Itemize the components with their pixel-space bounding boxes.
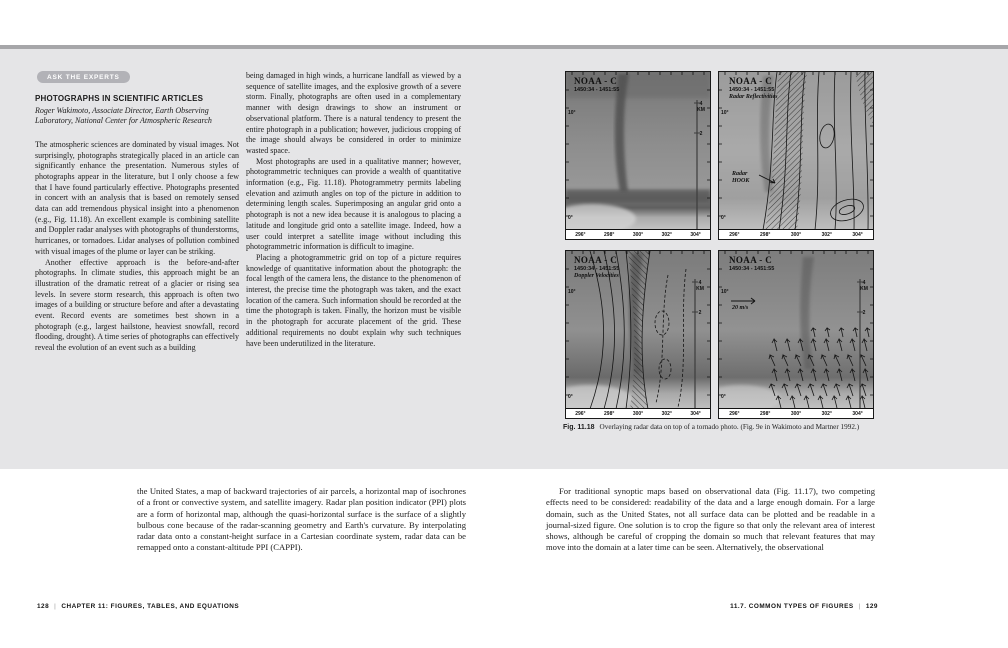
- article-paragraph: being damaged in high winds, a hurricane landfall as viewed by a sequence of satellite images, and the explosive growth of a severe storm. Finally, photographs are often used in a complementary manner with design drawings to show an instrument or observational platform. There is a natural tendency to present the entire photograph in a publication; however, judicious cropping of the image should always be considered in order to minimize wasted space.: [246, 71, 461, 155]
- elevation-label-top: 10°: [568, 289, 576, 295]
- elevation-label-top: 10°: [721, 289, 729, 295]
- footer-right: [730, 603, 878, 610]
- azimuth-axis: [719, 408, 873, 418]
- badge-label: ASK THE EXPERTS: [47, 74, 120, 81]
- axis-tick: 298°: [604, 410, 615, 417]
- scale-label: 4: [862, 280, 866, 286]
- panel-title: NOAA - C: [574, 76, 618, 86]
- article-paragraph: Another effective approach is the before-and-after photographs. In climate studies, this approach might be an illustration of the dramatic retreat of a glacier or rising sea levels. In severe storm research, this approach is often two images of a building or structure before and after a devastating event. Record events are sometimes best shown in a photograph (e.g., largest hailstone, heaviest snowfall, record flooding, drought). A time series of photographs can effectively reveal the evolution of an event such as a building: [35, 257, 239, 353]
- elevation-label-top: 10°: [568, 110, 576, 116]
- scale-label: 4: [698, 280, 702, 286]
- scale-label: 2: [862, 310, 866, 316]
- axis-tick: 302°: [661, 231, 672, 238]
- scale-unit: KM: [696, 286, 704, 292]
- azimuth-axis: [566, 229, 710, 239]
- footer-section-title: 11.7. COMMON TYPES OF FIGURES: [730, 603, 854, 610]
- article-paragraph: Placing a photogrammetric grid on top of a picture requires knowledge of quantitative information about the photograph: the focal length of the camera lens, the distance to the phenomenon of interest, the precise time the photograph was taken, and the exact location of the camera. Such information should be recorded at the time the photograph is taken. Finally, the horizon must be visible in the photograph for accurate placement of the grid. These additional requirements no doubt explain why such techniques have been underutilized in the literature.: [246, 252, 461, 348]
- page-number-right: 129: [865, 603, 878, 610]
- axis-tick: 298°: [760, 410, 771, 417]
- scale-unit: KM: [697, 107, 705, 113]
- panel-timestamp: 1450:34 - 1451:55: [574, 87, 620, 93]
- axis-tick: 302°: [661, 410, 672, 417]
- scale-label: 2: [698, 310, 702, 316]
- article-column-2: [246, 71, 461, 349]
- figure-caption: [563, 422, 879, 433]
- axis-tick: 300°: [632, 231, 644, 238]
- panel-title: NOAA - C: [729, 76, 773, 86]
- panel-timestamp: 1450:34 - 1451:55: [729, 266, 775, 272]
- axis-tick: 304°: [690, 231, 701, 238]
- figure-panel-tornado-photo: [565, 71, 711, 240]
- axis-tick: 300°: [790, 231, 802, 238]
- axis-tick: 298°: [604, 231, 615, 238]
- article-paragraph: Most photographs are used in a qualitative manner; however, photogrammetric techniques can provide a wealth of quantitative information (e.g., Fig. 11.18). Photogrammetry permits labeling elevation and azimuth angles on top of the picture in addition to determining length scales. Superimposing an angular grid onto a photograph is not a new idea because it is analogous to placing a latitude and longitude grid onto a satellite image. Indeed, how a user could interpret a satellite image without including this photogrammetric information is difficult to imagine.: [246, 156, 461, 252]
- footer-divider: |: [858, 603, 861, 610]
- scale-label: 2: [699, 131, 703, 137]
- axis-tick: 304°: [852, 410, 863, 417]
- scale-label: 4: [699, 101, 703, 107]
- footer-chapter-title: CHAPTER 11: FIGURES, TABLES, AND EQUATIONS: [61, 603, 240, 610]
- elevation-label-bottom: 0°: [568, 215, 573, 221]
- axis-tick: 296°: [575, 410, 586, 417]
- figure-caption-label: Fig. 11.18: [563, 424, 595, 431]
- axis-tick: 304°: [690, 410, 701, 417]
- figure-caption-text: Overlaying radar data on top of a tornado photo. (Fig. 9e in Wakimoto and Martner 1992.): [599, 423, 860, 431]
- elevation-label-bottom: 0°: [721, 394, 726, 400]
- figure-panel-wind-vectors: [718, 250, 874, 419]
- axis-tick: 296°: [729, 231, 740, 238]
- elevation-label-bottom: 0°: [568, 394, 573, 400]
- article-column-1: [35, 94, 239, 354]
- radar-hook-annotation: Radar HOOK: [732, 171, 750, 184]
- axis-tick: 300°: [632, 410, 644, 417]
- axis-tick: 304°: [852, 231, 863, 238]
- elevation-label-bottom: 0°: [721, 215, 726, 221]
- article-paragraph: The atmospheric sciences are dominated by visual images. Not surprisingly, photographs strategically placed in an article can significantly enhance the presentation. Numerous styles of photographs appear in the literature, but I only choose a few that I have found particularly effective. Photographs presented in concert with an analysis that is based on remotely sensed data can add tremendous physical insight into a phenomenon (e.g., Fig. 11.18). An excellent example is combining satellite and Doppler radar analyses with photographs of thunderstorms, hurricanes, or tornadoes. Lidar analyses of pollution combined with visual images of the plume or layer can be striking.: [35, 139, 239, 256]
- axis-tick: 302°: [821, 410, 832, 417]
- azimuth-axis: [719, 229, 873, 239]
- footer-left: [37, 603, 239, 610]
- axis-tick: 296°: [575, 231, 586, 238]
- page-number-left: 128: [37, 603, 50, 610]
- body-text-left-page: the United States, a map of backward trajectories of air parcels, a horizontal map of isochrones of a front or convective system, and satellite imagery. Radar plan position indicator (PPI) plots are a form of horizontal map, although the quasi-horizontal surface is the surface of a slightly bulbous cone because of the radar-scanning geometry and Earth's curvature. By interpolating radar data onto a constant-height surface in a Cartesian coordinate system, radar data can be remapped onto a constant-altitude PPI (CAPPI).: [137, 486, 466, 553]
- article-byline: Roger Wakimoto, Associate Director, Earth Observing Laboratory, National Center for Atmospheric Research: [35, 106, 212, 126]
- elevation-label-top: 10°: [721, 110, 729, 116]
- figure-panel-doppler-velocity: [565, 250, 711, 419]
- axis-tick: 300°: [790, 410, 802, 417]
- scale-unit: KM: [860, 286, 868, 292]
- article-title: PHOTOGRAPHS IN SCIENTIFIC ARTICLES: [35, 94, 204, 103]
- ask-the-experts-badge: [37, 71, 130, 83]
- panel-timestamp: 1450:34 - 1451:55: [574, 266, 620, 272]
- footer-divider: |: [54, 603, 57, 610]
- panel-subtitle: Radar Reflectivities: [729, 94, 778, 100]
- tornado-photo-image: [566, 72, 710, 230]
- axis-tick: 296°: [729, 410, 740, 417]
- axis-tick: 298°: [760, 231, 771, 238]
- axis-tick: 302°: [821, 231, 832, 238]
- vector-key-label: 20 m/s: [732, 305, 749, 311]
- panel-subtitle: Doppler Velocities: [574, 273, 619, 279]
- body-text-right-page: For traditional synoptic maps based on observational data (Fig. 11.17), two competing effects need to be considered: readability of the data and a large enough domain. For a large domain, such as the United States, not all surface data can be plotted and be readable in a journal-sized figure. One solution is to crop the figure so that only the relevant area of interest shows, although be careful of cropping the domain so much that relevant features that may move into the domain at a later time can be seen. Alternatively, the observational: [546, 486, 875, 553]
- azimuth-axis: [566, 408, 710, 418]
- panel-title: NOAA - C: [574, 255, 618, 265]
- wind-vector-overlay-image: [719, 251, 873, 409]
- panel-timestamp: 1450:34 - 1451:55: [729, 87, 775, 93]
- panel-title: NOAA - C: [729, 255, 773, 265]
- figure-panel-radar-reflectivity: [718, 71, 874, 240]
